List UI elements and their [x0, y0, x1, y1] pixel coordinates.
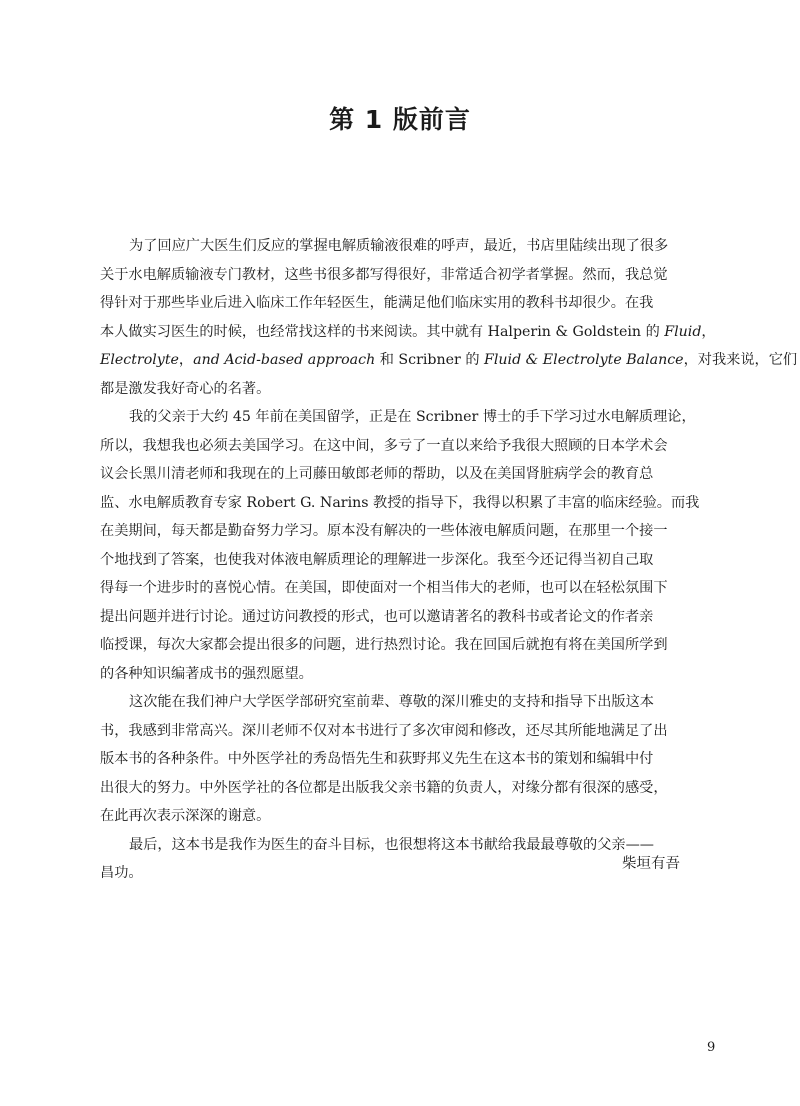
italic-title-segment: and Acid-based approach — [193, 352, 376, 368]
paragraph — [100, 831, 707, 888]
text-segment: 都是激发我好奇心的名著。 — [100, 380, 271, 397]
text-segment: 的各种知识编著成书的强烈愿望。 — [100, 665, 313, 682]
italic-title-segment: Fluid & Electrolyte Balance — [484, 352, 684, 368]
text-line — [100, 375, 707, 404]
text-segment: 临授课，每次大家都会提出很多的问题，进行热烈讨论。我在回国后就抱有将在美国所学到 — [100, 637, 668, 653]
paragraph — [100, 688, 707, 831]
page-number: 9 — [707, 1040, 716, 1055]
page-title: 第 1 版前言 — [329, 105, 471, 134]
author-signature: 柴垣有吾 — [622, 856, 680, 872]
text-segment: 所以，我想我也必须去美国学习。在这中间，多亏了一直以来给予我很大照顾的日本学术会 — [100, 437, 668, 454]
text-segment: 版本书的各种条件。中外医学社的秀岛悟先生和荻野邦义先生在这本书的策划和编辑中付 — [100, 751, 654, 767]
text-segment: 出很大的努力。中外医学社的各位都是出版我父亲书籍的负责人，对缘分都有很深的感受， — [100, 779, 668, 796]
text-line — [100, 745, 707, 774]
text-line — [100, 517, 707, 546]
text-segment: 和 Scribner 的 — [375, 352, 485, 368]
text-line — [100, 660, 707, 689]
text-segment: 提出问题并进行讨论。通过访问教授的形式，也可以邀请著名的教科书或者论文的作者亲 — [100, 608, 654, 625]
text-line — [100, 574, 707, 603]
text-line — [100, 432, 707, 461]
text-line — [100, 859, 707, 888]
text-segment: ， — [701, 323, 716, 340]
text-segment: 监、水电解质教育专家 Robert G. Narins 教授的指导下，我得以积累了丰富的临床经验。而我 — [100, 494, 700, 511]
text-segment: 最后，这本书是我作为医生的奋斗目标，也很想将这本书献给我最最尊敬的父亲—— — [129, 836, 654, 853]
text-segment: ，对我来说，它们 — [683, 352, 798, 368]
text-segment: 这次能在我们神户大学医学部研究室前辈、尊敬的深川雅史的支持和指导下出版这本 — [129, 694, 654, 710]
text-segment: 我的父亲于大约 45 年前在美国留学，正是在 Scribner 博士的手下学习过水电解质理论， — [129, 409, 696, 425]
text-segment: 得针对于那些毕业后进入临床工作年轻医生，能满足他们临床实用的教科书却很少。在我 — [100, 295, 654, 311]
text-line — [100, 546, 707, 575]
text-segment: 为了回应广大医生们反应的掌握电解质输液很难的呼声，最近，书店里陆续出现了很多 — [129, 238, 669, 254]
paragraph — [100, 232, 798, 403]
text-line — [100, 232, 707, 261]
text-segment: 个地找到了答案，也使我对体液电解质理论的理解进一步深化。我至今还记得当初自己取 — [100, 551, 654, 568]
text-line — [100, 289, 707, 318]
text-segment: 得每一个进步时的喜悦心情。在美国，即使面对一个相当伟大的老师，也可以在轻松氛围下 — [100, 580, 668, 596]
text-line — [100, 261, 707, 290]
italic-title-segment: Electrolyte — [100, 352, 179, 368]
paragraph — [100, 403, 707, 688]
text-line — [100, 717, 707, 746]
text-line — [100, 460, 707, 489]
text-line — [100, 688, 707, 717]
text-line — [100, 774, 707, 803]
text-segment: 在此再次表示深深的谢意。 — [100, 808, 271, 824]
text-line — [100, 489, 707, 518]
text-segment: 关于水电解质输液专门教材，这些书很多都写得很好，非常适合初学者掌握。然而，我总觉 — [100, 266, 668, 283]
text-line — [100, 802, 707, 831]
text-segment: 昌功。 — [100, 865, 143, 881]
text-line — [100, 318, 716, 347]
italic-title-segment: Fluid — [664, 323, 702, 340]
text-segment: 书，我感到非常高兴。深川老师不仅对本书进行了多次审阅和修改，还尽其所能地满足了出 — [100, 722, 668, 739]
text-line — [100, 346, 798, 375]
text-line — [100, 831, 707, 860]
text-segment: 议会长黑川清老师和我现在的上司藤田敏郎老师的帮助，以及在美国肾脏病学会的教育总 — [100, 466, 654, 482]
text-segment: 在美期间，每天都是勤奋努力学习。原本没有解决的一些体液电解质问题，在那里一个接一 — [100, 523, 668, 539]
preface-body — [100, 232, 798, 888]
text-line — [100, 603, 707, 632]
text-line — [100, 631, 707, 660]
text-segment: 本人做实习医生的时候，也经常找这样的书来阅读。其中就有 Halperin & Goldstein 的 — [100, 323, 665, 340]
text-line — [100, 403, 707, 432]
text-segment: ， — [178, 352, 194, 368]
